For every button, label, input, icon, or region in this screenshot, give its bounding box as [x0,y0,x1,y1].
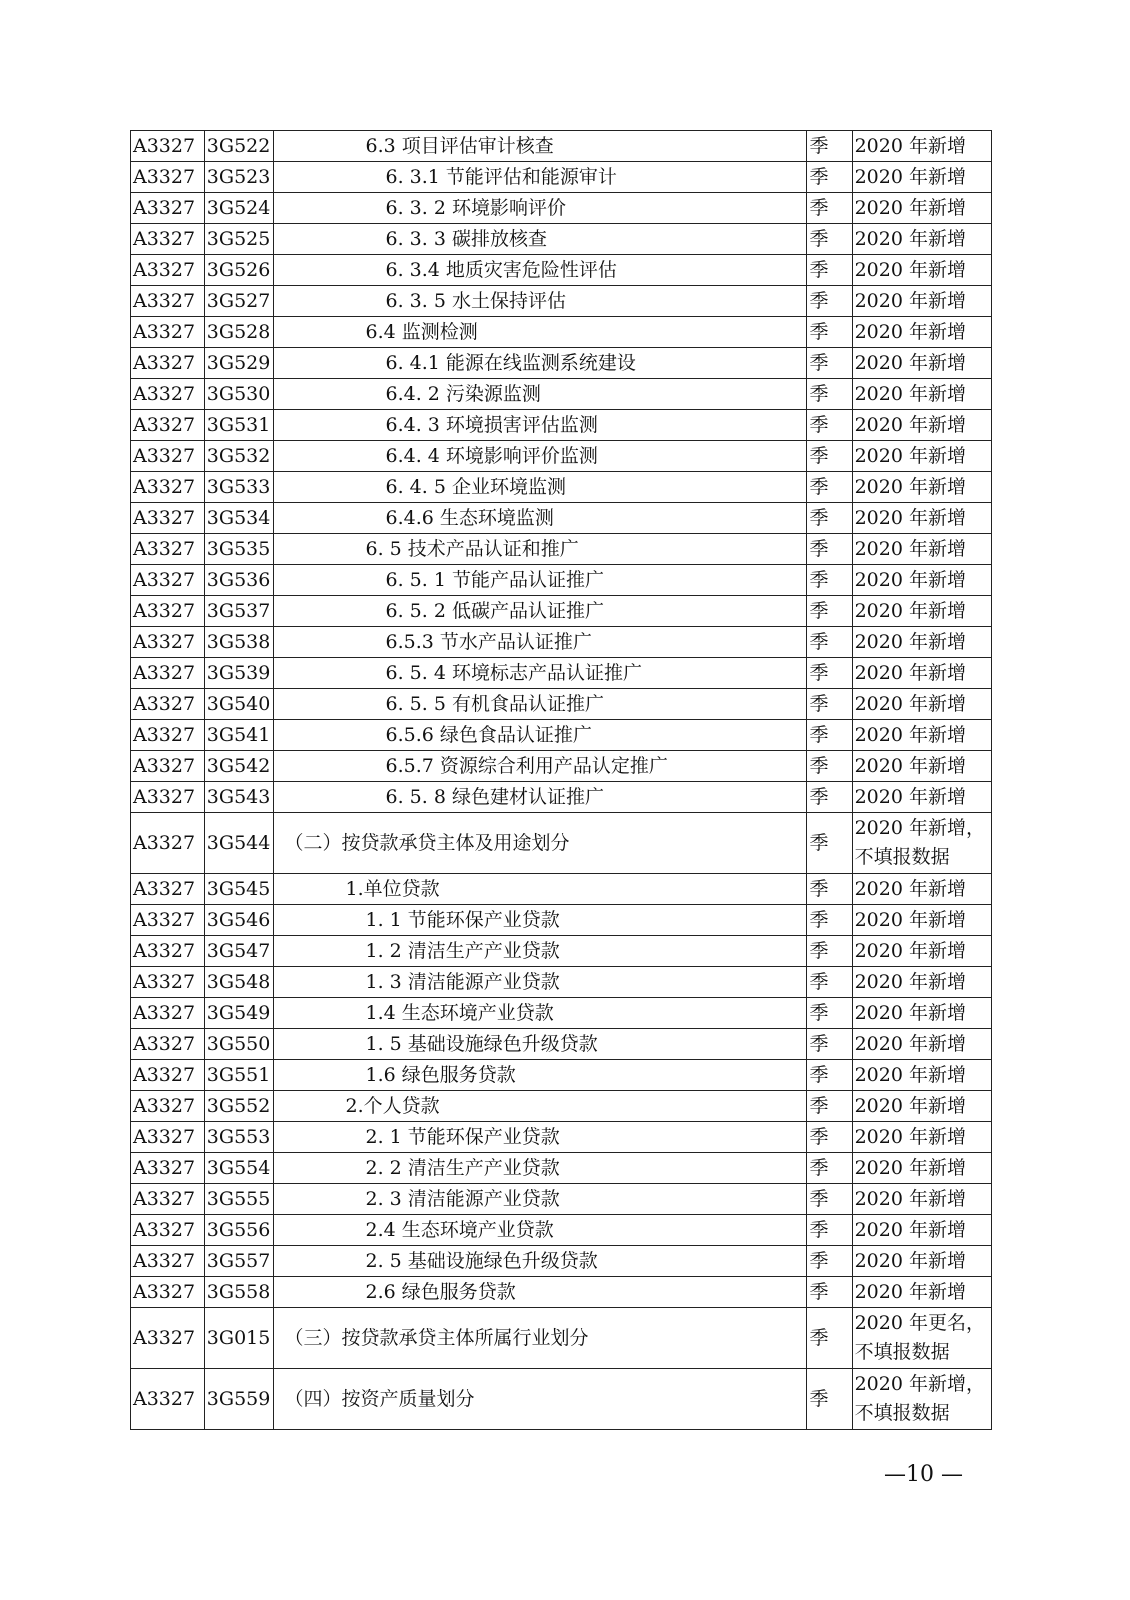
table-item-cell: 6. 3. 5 水土保持评估 [274,286,807,317]
table-code-cell: A3327 [131,410,205,441]
table-item-cell: 6.3 项目评估审计核查 [274,131,807,162]
table-item-cell: （三）按贷款承贷主体所属行业划分 [274,1308,807,1369]
table-note-cell: 2020 年新增 [852,1091,991,1122]
table-row [131,224,992,255]
table-id-cell: 3G523 [204,162,274,193]
table-item-cell: 6.5.3 节水产品认证推广 [274,627,807,658]
table-code-cell: A3327 [131,503,205,534]
table-frequency-cell: 季 [807,1215,852,1246]
table-row [131,317,992,348]
table-frequency-cell: 季 [807,874,852,905]
table-note-cell: 2020 年新增 [852,596,991,627]
table-frequency-cell: 季 [807,224,852,255]
table-row [131,689,992,720]
table-id-cell: 3G541 [204,720,274,751]
table-note-cell: 2020 年新增 [852,1215,991,1246]
table-row [131,1029,992,1060]
table-item-cell: 6.4.6 生态环境监测 [274,503,807,534]
table-note-cell: 2020 年新增 [852,1060,991,1091]
table-frequency-cell: 季 [807,348,852,379]
table-note-cell: 2020 年新增 [852,224,991,255]
table-frequency-cell: 季 [807,751,852,782]
table-row [131,1060,992,1091]
table-code-cell: A3327 [131,565,205,596]
table-id-cell: 3G555 [204,1184,274,1215]
table-frequency-cell: 季 [807,1153,852,1184]
table-code-cell: A3327 [131,317,205,348]
table-frequency-cell: 季 [807,720,852,751]
table-id-cell: 3G522 [204,131,274,162]
table-frequency-cell: 季 [807,782,852,813]
table-row [131,751,992,782]
table-note-cell: 2020 年新增 [852,905,991,936]
table-id-cell: 3G545 [204,874,274,905]
table-note-cell: 2020 年新增 [852,782,991,813]
table-code-cell: A3327 [131,1277,205,1308]
table-code-cell: A3327 [131,534,205,565]
table-row [131,1246,992,1277]
table-frequency-cell: 季 [807,1060,852,1091]
table-item-cell: 2. 5 基础设施绿色升级贷款 [274,1246,807,1277]
table-item-cell: 1.4 生态环境产业贷款 [274,998,807,1029]
page-number: —10 — [884,1462,963,1487]
table-frequency-cell: 季 [807,1369,852,1430]
table-code-cell: A3327 [131,1184,205,1215]
table-note-cell: 2020 年新增 [852,472,991,503]
table-item-cell: 6.4 监测检测 [274,317,807,348]
table-item-cell: 6. 5. 1 节能产品认证推广 [274,565,807,596]
table-code-cell: A3327 [131,689,205,720]
table-item-cell: 6. 4.1 能源在线监测系统建设 [274,348,807,379]
table-note-cell: 2020 年新增 [852,689,991,720]
table-frequency-cell: 季 [807,813,852,874]
table-id-cell: 3G546 [204,905,274,936]
table-row [131,813,992,874]
table-code-cell: A3327 [131,813,205,874]
table-item-cell: 1.6 绿色服务贷款 [274,1060,807,1091]
table-frequency-cell: 季 [807,627,852,658]
table-id-cell: 3G547 [204,936,274,967]
table-note-cell: 2020 年新增 [852,1153,991,1184]
table-item-cell: 6. 5. 8 绿色建材认证推广 [274,782,807,813]
table-row [131,255,992,286]
table-row [131,1122,992,1153]
table-id-cell: 3G539 [204,658,274,689]
table-note-cell: 2020 年新增 [852,967,991,998]
table-note-cell: 2020 年新增 [852,162,991,193]
table-code-cell: A3327 [131,596,205,627]
table-row [131,1308,992,1369]
table-item-cell: 2.个人贷款 [274,1091,807,1122]
table-item-cell: （四）按资产质量划分 [274,1369,807,1430]
table-id-cell: 3G542 [204,751,274,782]
table-row [131,565,992,596]
table-item-cell: 6. 5. 4 环境标志产品认证推广 [274,658,807,689]
table-item-cell: 6. 3. 2 环境影响评价 [274,193,807,224]
table-row [131,596,992,627]
table-item-cell: 6. 3. 3 碳排放核查 [274,224,807,255]
table-id-cell: 3G525 [204,224,274,255]
table-note-cell: 2020 年新增 [852,1277,991,1308]
table-item-cell: 6. 4. 5 企业环境监测 [274,472,807,503]
table-frequency-cell: 季 [807,596,852,627]
table-frequency-cell: 季 [807,286,852,317]
table-code-cell: A3327 [131,998,205,1029]
table-item-cell: 1. 3 清洁能源产业贷款 [274,967,807,998]
table-row [131,1184,992,1215]
table-row [131,998,992,1029]
table-code-cell: A3327 [131,1029,205,1060]
table-id-cell: 3G549 [204,998,274,1029]
table-row [131,162,992,193]
table-id-cell: 3G553 [204,1122,274,1153]
table-id-cell: 3G537 [204,596,274,627]
table-item-cell: 2.4 生态环境产业贷款 [274,1215,807,1246]
table-code-cell: A3327 [131,751,205,782]
table-note-cell: 2020 年新增 [852,936,991,967]
table-id-cell: 3G526 [204,255,274,286]
table-frequency-cell: 季 [807,967,852,998]
table-note-cell: 2020 年新增 [852,1184,991,1215]
table-code-cell: A3327 [131,967,205,998]
table-note-cell: 2020 年新增 [852,658,991,689]
table-frequency-cell: 季 [807,441,852,472]
table-item-cell: 6. 3.4 地质灾害危险性评估 [274,255,807,286]
table-id-cell: 3G015 [204,1308,274,1369]
table-frequency-cell: 季 [807,1184,852,1215]
indicator-table [130,130,992,1430]
table-frequency-cell: 季 [807,472,852,503]
table-note-cell: 2020 年新增 [852,1029,991,1060]
table-note-cell: 2020 年新增 [852,565,991,596]
table-id-cell: 3G528 [204,317,274,348]
table-id-cell: 3G558 [204,1277,274,1308]
table-row [131,1215,992,1246]
table-note-cell: 2020 年新增 [852,441,991,472]
table-note-cell: 2020 年新增 [852,874,991,905]
table-frequency-cell: 季 [807,998,852,1029]
table-code-cell: A3327 [131,1153,205,1184]
table-note-cell: 2020 年更名，不填报数据 [852,1308,991,1369]
table-id-cell: 3G532 [204,441,274,472]
table-code-cell: A3327 [131,782,205,813]
table-id-cell: 3G524 [204,193,274,224]
table-item-cell: 2. 3 清洁能源产业贷款 [274,1184,807,1215]
table-note-cell: 2020 年新增 [852,534,991,565]
table-code-cell: A3327 [131,162,205,193]
table-frequency-cell: 季 [807,255,852,286]
table-frequency-cell: 季 [807,503,852,534]
table-row [131,472,992,503]
table-row [131,905,992,936]
table-row [131,936,992,967]
table-code-cell: A3327 [131,905,205,936]
table-id-cell: 3G540 [204,689,274,720]
table-row [131,441,992,472]
table-row [131,131,992,162]
table-note-cell: 2020 年新增 [852,255,991,286]
table-id-cell: 3G554 [204,1153,274,1184]
table-frequency-cell: 季 [807,162,852,193]
table-code-cell: A3327 [131,1246,205,1277]
table-code-cell: A3327 [131,936,205,967]
table-item-cell: 6. 3.1 节能评估和能源审计 [274,162,807,193]
table-code-cell: A3327 [131,1060,205,1091]
table-code-cell: A3327 [131,1215,205,1246]
table-code-cell: A3327 [131,1122,205,1153]
table-item-cell: 6.4. 4 环境影响评价监测 [274,441,807,472]
table-row [131,193,992,224]
table-note-cell: 2020 年新增 [852,348,991,379]
table-row [131,503,992,534]
table-id-cell: 3G531 [204,410,274,441]
table-note-cell: 2020 年新增 [852,1246,991,1277]
table-item-cell: 1. 1 节能环保产业贷款 [274,905,807,936]
table-frequency-cell: 季 [807,1277,852,1308]
table-code-cell: A3327 [131,379,205,410]
table-item-cell: 6. 5. 2 低碳产品认证推广 [274,596,807,627]
table-code-cell: A3327 [131,224,205,255]
table-frequency-cell: 季 [807,534,852,565]
table-id-cell: 3G534 [204,503,274,534]
table-frequency-cell: 季 [807,1122,852,1153]
table-row [131,1369,992,1430]
table-frequency-cell: 季 [807,410,852,441]
table-item-cell: 2. 1 节能环保产业贷款 [274,1122,807,1153]
table-frequency-cell: 季 [807,565,852,596]
table-row [131,658,992,689]
table-row [131,410,992,441]
table-code-cell: A3327 [131,720,205,751]
table-id-cell: 3G552 [204,1091,274,1122]
table-row [131,627,992,658]
table-note-cell: 2020 年新增 [852,1122,991,1153]
table-id-cell: 3G538 [204,627,274,658]
table-id-cell: 3G530 [204,379,274,410]
table-row [131,1091,992,1122]
table-item-cell: 6.5.6 绿色食品认证推广 [274,720,807,751]
table-frequency-cell: 季 [807,193,852,224]
table-code-cell: A3327 [131,193,205,224]
table-id-cell: 3G529 [204,348,274,379]
table-item-cell: 6. 5 技术产品认证和推广 [274,534,807,565]
table-frequency-cell: 季 [807,936,852,967]
table-item-cell: 6.4. 3 环境损害评估监测 [274,410,807,441]
table-note-cell: 2020 年新增 [852,131,991,162]
table-frequency-cell: 季 [807,1091,852,1122]
table-code-cell: A3327 [131,131,205,162]
table-row [131,379,992,410]
table-item-cell: 2.6 绿色服务贷款 [274,1277,807,1308]
table-code-cell: A3327 [131,1308,205,1369]
table-row [131,720,992,751]
table-code-cell: A3327 [131,348,205,379]
table-row [131,286,992,317]
table-note-cell: 2020 年新增 [852,998,991,1029]
table-row [131,534,992,565]
table-frequency-cell: 季 [807,379,852,410]
table-id-cell: 3G544 [204,813,274,874]
table-note-cell: 2020 年新增 [852,410,991,441]
table-body [131,131,992,1430]
table-code-cell: A3327 [131,874,205,905]
table-note-cell: 2020 年新增，不填报数据 [852,1369,991,1430]
table-code-cell: A3327 [131,255,205,286]
table-item-cell: 1.单位贷款 [274,874,807,905]
table-item-cell: 6.4. 2 污染源监测 [274,379,807,410]
table-item-cell: 1. 2 清洁生产产业贷款 [274,936,807,967]
table-note-cell: 2020 年新增 [852,317,991,348]
table-code-cell: A3327 [131,286,205,317]
table-frequency-cell: 季 [807,131,852,162]
table-id-cell: 3G535 [204,534,274,565]
table-note-cell: 2020 年新增 [852,503,991,534]
table-row [131,1277,992,1308]
table-id-cell: 3G559 [204,1369,274,1430]
table-frequency-cell: 季 [807,658,852,689]
table-frequency-cell: 季 [807,317,852,348]
table-row [131,967,992,998]
table-frequency-cell: 季 [807,1029,852,1060]
table-frequency-cell: 季 [807,689,852,720]
table-row [131,1153,992,1184]
table-id-cell: 3G548 [204,967,274,998]
table-note-cell: 2020 年新增 [852,720,991,751]
table-id-cell: 3G556 [204,1215,274,1246]
table-note-cell: 2020 年新增 [852,627,991,658]
table-frequency-cell: 季 [807,1246,852,1277]
table-item-cell: 6.5.7 资源综合利用产品认定推广 [274,751,807,782]
table-code-cell: A3327 [131,1091,205,1122]
table-row [131,348,992,379]
table-note-cell: 2020 年新增 [852,379,991,410]
table-id-cell: 3G543 [204,782,274,813]
table-item-cell: 2. 2 清洁生产产业贷款 [274,1153,807,1184]
table-note-cell: 2020 年新增 [852,193,991,224]
table-note-cell: 2020 年新增 [852,286,991,317]
table-frequency-cell: 季 [807,1308,852,1369]
table-id-cell: 3G550 [204,1029,274,1060]
table-item-cell: （二）按贷款承贷主体及用途划分 [274,813,807,874]
table-note-cell: 2020 年新增 [852,751,991,782]
table-item-cell: 6. 5. 5 有机食品认证推广 [274,689,807,720]
table-id-cell: 3G527 [204,286,274,317]
table-code-cell: A3327 [131,472,205,503]
table-row [131,874,992,905]
table-code-cell: A3327 [131,441,205,472]
table-code-cell: A3327 [131,627,205,658]
table-id-cell: 3G536 [204,565,274,596]
table-id-cell: 3G557 [204,1246,274,1277]
table-frequency-cell: 季 [807,905,852,936]
table-id-cell: 3G551 [204,1060,274,1091]
table-row [131,782,992,813]
table-item-cell: 1. 5 基础设施绿色升级贷款 [274,1029,807,1060]
table-code-cell: A3327 [131,1369,205,1430]
table-id-cell: 3G533 [204,472,274,503]
table-note-cell: 2020 年新增，不填报数据 [852,813,991,874]
table-code-cell: A3327 [131,658,205,689]
